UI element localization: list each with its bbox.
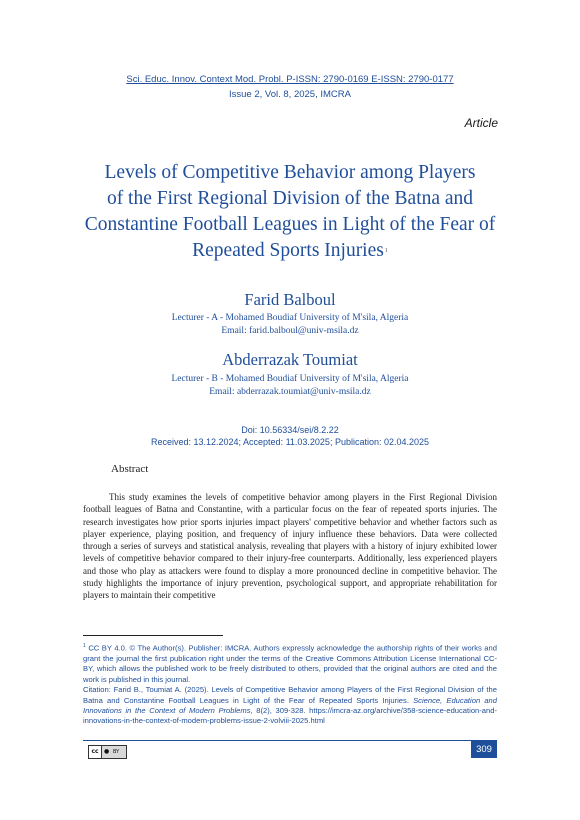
footnote-divider [83, 635, 223, 636]
author-name-2: Abderrazak Toumiat [222, 350, 358, 369]
abstract-heading: Abstract [111, 463, 149, 475]
publication-dates: Received: 13.12.2024; Accepted: 11.03.2025; Publication: 02.04.2025 [150, 437, 430, 447]
footnote-license-text: CC BY 4.0. © The Author(s). Publisher: IMCRA. Authors expressly acknowledge the authorship rights of their works and grant the journal the first publication right under the terms of the Creative Commons Attribution License International CC-BY, which allows the published work to be freely distributed to others, provided that the original authors are cited and the work is published in this journal. [83, 643, 497, 684]
author-name-1: Farid Balboul [244, 290, 336, 309]
doi-line[interactable]: Doi: 10.56334/sei/8.2.22 [241, 425, 339, 435]
footnote-citation [83, 685, 497, 727]
issue-line: Issue 2, Vol. 8, 2025, IMCRA [229, 89, 351, 100]
author-email-1[interactable]: Email: farid.balboul@univ-msila.dz [221, 326, 359, 336]
title-footnote-mark[interactable]: 1 [384, 248, 388, 254]
cc-by-license-icon[interactable] [88, 745, 127, 759]
title-line-3: Constantine Football Leagues in Light of the Fear of [84, 214, 496, 235]
title-line-4-text: Repeated Sports Injuries [192, 240, 384, 261]
footer-divider [83, 740, 497, 741]
footnote-mark: 1 [83, 643, 86, 649]
author-affiliation-2: Lecturer - B - Mohamed Boudiaf University of M'sila, Algeria [171, 374, 409, 384]
paper-title [70, 160, 510, 264]
citation-text: Citation: Farid B., Toumiat A. (2025). Levels of Competitive Behavior among Players of the First Regional Division of the Batna and Constantine Football Leagues in Light of the Fear of Repeated Sports Injuries. [83, 685, 497, 705]
by-attribution-icon: ● [104, 748, 110, 755]
author-email-2[interactable]: Email: abderrazak.toumiat@univ-msila.dz [209, 387, 371, 397]
footnote-license [83, 641, 497, 685]
page-number: 309 [471, 741, 497, 758]
title-line-1: Levels of Competitive Behavior among Players [104, 162, 476, 183]
footnote [83, 641, 497, 727]
journal-header-link[interactable]: Sci. Educ. Innov. Context Mod. Probl. P-ISSN: 2790-0169 E-ISSN: 2790-0177 [126, 74, 454, 85]
cc-logo-icon: cc [89, 746, 102, 758]
author-affiliation-1: Lecturer - A - Mohamed Boudiaf University of M'sila, Algeria [171, 313, 409, 323]
title-line-4 [70, 238, 510, 264]
article-type-label: Article [464, 116, 498, 130]
title-line-2: of the First Regional Division of the Batna and [106, 188, 474, 209]
abstract-text: This study examines the levels of competitive behavior among players in the First Regional Division football leagues of Batna and Constantine, with a particular focus on the fear of repeated sports injuries. The research investigates how prior sports injuries impact players' competitive behavior and whether factors such as player experience, playing position, and frequency of injury influence these behaviors. Data were collected through a series of surveys and statistical analysis, revealing that players with a history of injury exhibited lower levels of competitive behavior compared to their injury-free counterparts. Additionally, less experienced players and those who play as attackers were found to display a more pronounced decline in competitive behavior. The study highlights the importance of injury prevention, psychological support, and appropriate rehabilitation for players to maintain their competitive [83, 492, 497, 601]
citation-tail[interactable]: , 8(2), 309-328. https://imcra-az.org/archive/358-science-education-and-innovations-in-the-context-of-modern-problems-issue-2-volviii-2025.html [83, 705, 498, 726]
citation-journal: Science, Education and Innovations in the Context of Modern Problems [83, 695, 497, 715]
by-label: BY [113, 749, 120, 755]
